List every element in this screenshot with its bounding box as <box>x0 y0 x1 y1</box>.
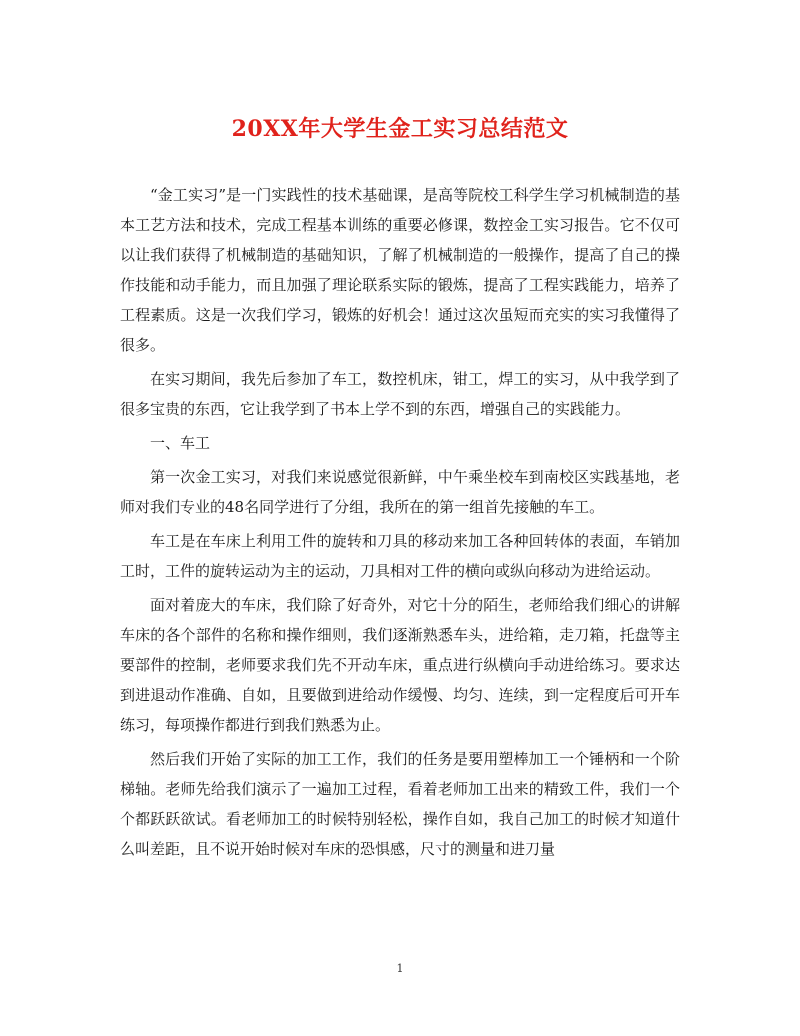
document-title: 20XX年大学生金工实习总结范文 <box>231 116 569 142</box>
paragraph-first-session: 第一次金工实习，对我们来说感觉很新鲜，中午乘坐校车到南校区实践基地，老师对我们专业的48名同学进行了分组，我所在的第一组首先接触的车工。 <box>120 468 680 516</box>
page-number: 1 <box>396 962 404 975</box>
paragraph-lathe-practice: 面对着庞大的车床，我们除了好奇外，对它十分的陌生，老师给我们细心的讲解车床的各个部件的名称和操作细则，我们逐渐熟悉车头，进给箱，走刀箱，托盘等主要部件的控制，老师要求我们先不开动车床，重点进行纵横向手动进给练习。要求达到进退动作准确、自如，且要做到进给动作缓慢、均匀、连续，到一定程度后可开车练习，每项操作都进行到我们熟悉为止。 <box>120 596 680 734</box>
paragraph-actual-work: 然后我们开始了实际的加工工作，我们的任务是要用塑棒加工一个锤柄和一个阶梯轴。老师先给我们演示了一遍加工过程，看着老师加工出来的精致工件，我们一个个都跃跃欲试。看老师加工的时候特别轻松，操作自如，我自己加工的时候才知道什么叫差距，且不说开始时候对车床的恐惧感，尺寸的测量和进刀量 <box>120 750 680 858</box>
section-heading-lathe: 一、车工 <box>150 434 211 452</box>
document-body <box>120 180 680 868</box>
paragraph-internship-period: 在实习期间，我先后参加了车工，数控机床，钳工，焊工的实习，从中我学到了很多宝贵的东西，它让我学到了书本上学不到的东西，增强自己的实践能力。 <box>120 370 680 418</box>
paragraph-lathe-definition: 车工是在车床上利用工件的旋转和刀具的移动来加工各种回转体的表面，车销加工时，工件的旋转运动为主的运动，刀具相对工件的横向或纵向移动为进给运动。 <box>120 532 680 580</box>
paragraph-intro: “金工实习”是一门实践性的技术基础课，是高等院校工科学生学习机械制造的基本工艺方法和技术，完成工程基本训练的重要必修课，数控金工实习报告。它不仅可以让我们获得了机械制造的基础知识，了解了机械制造的一般操作，提高了自己的操作技能和动手能力，而且加强了理论联系实际的锻炼，提高了工程实践能力，培养了工程素质。这是一次我们学习，锻炼的好机会！通过这次虽短而充实的实习我懂得了很多。 <box>120 186 680 354</box>
